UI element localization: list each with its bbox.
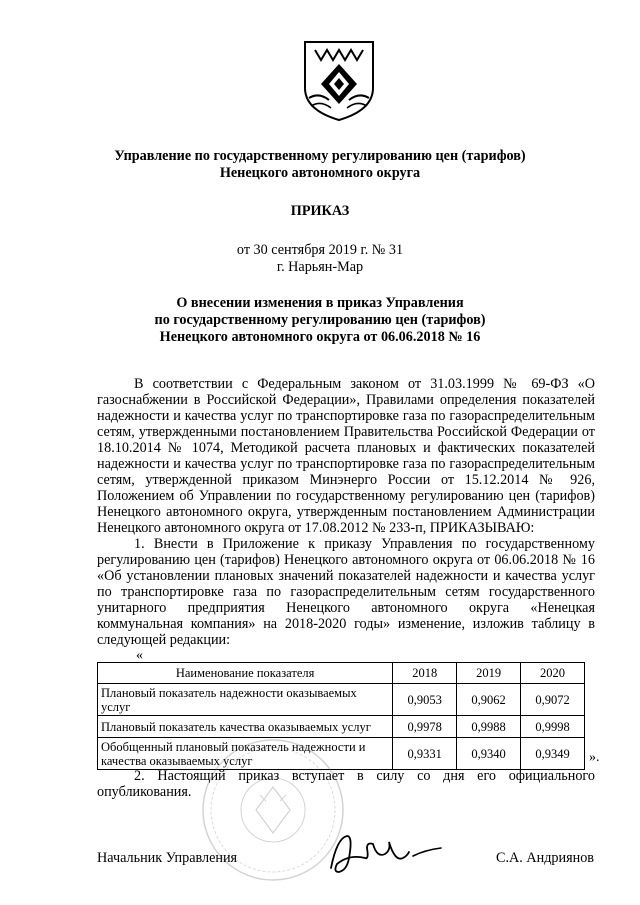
table-header-cell: 2018 xyxy=(393,663,457,684)
document-subject-line2: по государственному регулированию цен (тарифов) xyxy=(154,312,486,328)
document-date-number: от 30 сентября 2019 г. № 31 xyxy=(236,242,404,258)
table-cell-value: 0,9331 xyxy=(393,738,457,770)
close-quote: ». xyxy=(589,750,600,765)
table-header-cell: 2019 xyxy=(457,663,521,684)
paragraph-preamble: В соответствии с Федеральным законом от 31.03.1999 № 69-ФЗ «О газоснабжении в Российской Федерации», Правилами определения показателей надежности и качества услуг по транспортировке газа по газораспределительным сетям, утвержденными постановлением Правительства Российской Федерации от 18.10.2014 № 1074, Методикой расчета плановых и фактических показателей надежности и качества услуг по транспортировке газа по газораспределительным сетям, утвержденной приказом Минэнерго России от 15.12.2014 № 926, Положением об Управлении по государственному регулированию цен (тарифов) Ненецкого автономного округа, утвержденным постановлением Администрации Ненецкого автономного округа от 17.08.2012 № 233-п, ПРИКАЗЫВАЮ: xyxy=(97,376,595,536)
open-quote: « xyxy=(136,648,143,663)
document-subject-line1: О внесении изменения в приказ Управления xyxy=(176,295,464,311)
signatory-name: С.А. Андриянов xyxy=(496,850,595,866)
signatory-position: Начальник Управления xyxy=(97,850,238,866)
paragraph-item-2: 2. Настоящий приказ вступает в силу со дня его официального опубликования. xyxy=(97,768,595,800)
handwritten-signature xyxy=(325,828,445,878)
table-row xyxy=(98,684,585,716)
table-cell-value: 0,9988 xyxy=(457,716,521,738)
table-cell-indicator: Плановый показатель надежности оказываемых услуг xyxy=(98,684,393,716)
coat-of-arms-icon xyxy=(299,38,379,122)
paragraph-item-1: 1. Внести в Приложение к приказу Управления по государственному регулированию цен (тарифов) Ненецкого автономного округа от 06.06.2018 № 16 «Об установлении плановых значений показателей надежности и качества услуг по транспортировке газа по газораспределительным сетям государственного унитарного предприятия Ненецкого автономного округа «Ненецкая коммунальная компания» на 2018-2020 годы» изменение, изложив таблицу в следующей редакции: xyxy=(97,536,595,648)
organization-name-line1: Управление по государственному регулированию цен (тарифов) xyxy=(114,148,526,164)
table-cell-indicator: Обобщенный плановый показатель надежности и качества оказываемых услуг xyxy=(98,738,393,770)
organization-name-line2: Ненецкого автономного округа xyxy=(219,165,421,181)
table-cell-value: 0,9072 xyxy=(521,684,585,716)
table-header-row xyxy=(98,663,585,684)
document-subject-line3: Ненецкого автономного округа от 06.06.2018 № 16 xyxy=(159,329,481,345)
table-cell-value: 0,9062 xyxy=(457,684,521,716)
table-cell-value: 0,9998 xyxy=(521,716,585,738)
document-type: ПРИКАЗ xyxy=(290,203,350,219)
table-cell-value: 0,9978 xyxy=(393,716,457,738)
table-cell-value: 0,9340 xyxy=(457,738,521,770)
document-body xyxy=(97,376,595,648)
table-cell-value: 0,9053 xyxy=(393,684,457,716)
table-header-cell: 2020 xyxy=(521,663,585,684)
table-cell-indicator: Плановый показатель качества оказываемых услуг xyxy=(98,716,393,738)
table-header-cell: Наименование показателя xyxy=(98,663,393,684)
table-cell-value: 0,9349 xyxy=(521,738,585,770)
document-city: г. Нарьян-Мар xyxy=(276,259,364,275)
